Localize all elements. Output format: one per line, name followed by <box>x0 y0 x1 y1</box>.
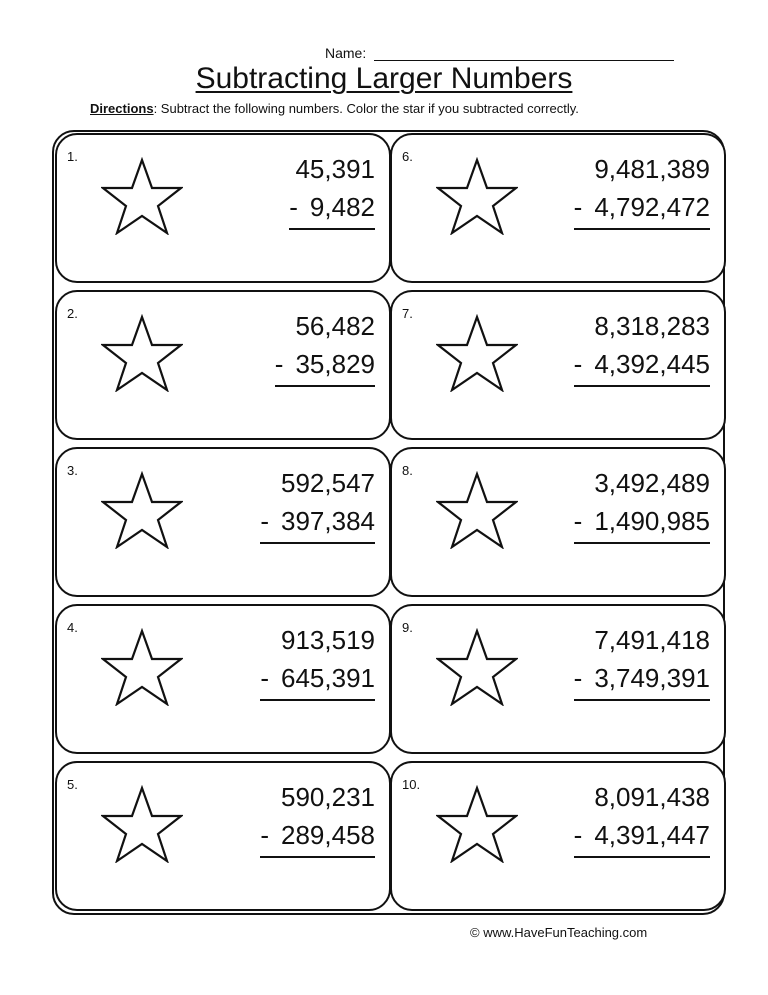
minuend: 3,492,489 <box>594 468 710 498</box>
directions-text: : Subtract the following numbers. Color the star if you subtracted correctly. <box>153 101 579 116</box>
directions-label: Directions <box>90 101 154 116</box>
star-icon[interactable] <box>436 628 518 706</box>
problem-number: 3. <box>67 463 78 478</box>
minus-sign: - <box>573 506 583 536</box>
subtraction-problem <box>574 621 710 701</box>
star-icon[interactable] <box>101 314 183 392</box>
subtraction-problem <box>260 621 375 701</box>
subtraction-problem <box>574 464 710 544</box>
problem-number: 9. <box>402 620 413 635</box>
minus-sign: - <box>573 663 583 693</box>
subtrahend-row <box>289 188 375 230</box>
name-line <box>325 45 674 61</box>
star-icon[interactable] <box>436 157 518 235</box>
problem-card <box>390 761 726 911</box>
subtrahend: 397,384 <box>281 506 375 536</box>
subtrahend-row <box>260 659 375 701</box>
subtrahend-row <box>260 502 375 544</box>
minus-sign: - <box>260 663 270 693</box>
subtraction-problem <box>260 778 375 858</box>
minus-sign: - <box>573 820 583 850</box>
subtrahend: 1,490,985 <box>594 506 710 536</box>
star-icon[interactable] <box>101 157 183 235</box>
problem-card <box>390 604 726 754</box>
problem-number: 5. <box>67 777 78 792</box>
problem-card <box>390 447 726 597</box>
subtrahend-row <box>574 188 710 230</box>
problem-number: 2. <box>67 306 78 321</box>
name-blank[interactable] <box>374 46 674 61</box>
star-icon[interactable] <box>101 785 183 863</box>
problem-number: 8. <box>402 463 413 478</box>
subtrahend-row <box>574 502 710 544</box>
name-label: Name: <box>325 45 367 61</box>
subtraction-problem <box>574 150 710 230</box>
subtrahend-row <box>574 659 710 701</box>
minus-sign: - <box>274 349 284 379</box>
problem-card <box>55 604 391 754</box>
problem-card <box>55 133 391 283</box>
minuend: 913,519 <box>281 625 375 655</box>
problem-card <box>55 761 391 911</box>
subtraction-problem <box>260 464 375 544</box>
minuend: 7,491,418 <box>594 625 710 655</box>
minus-sign: - <box>289 192 298 222</box>
minus-sign: - <box>260 820 270 850</box>
subtraction-problem <box>574 778 710 858</box>
subtrahend-row <box>574 345 710 387</box>
minus-sign: - <box>573 192 583 222</box>
problem-number: 10. <box>402 777 421 792</box>
star-icon[interactable] <box>436 471 518 549</box>
problem-card <box>390 133 726 283</box>
star-icon[interactable] <box>101 628 183 706</box>
subtraction-problem <box>574 307 710 387</box>
subtrahend-row <box>275 345 375 387</box>
minuend: 9,481,389 <box>594 154 710 184</box>
minuend: 8,318,283 <box>594 311 710 341</box>
subtrahend: 4,391,447 <box>594 820 710 850</box>
subtrahend: 9,482 <box>309 192 375 222</box>
subtrahend-row <box>260 816 375 858</box>
subtrahend: 35,829 <box>295 349 375 379</box>
minuend: 45,391 <box>295 154 375 184</box>
minuend: 592,547 <box>281 468 375 498</box>
minus-sign: - <box>260 506 270 536</box>
problem-number: 4. <box>67 620 78 635</box>
problem-card <box>390 290 726 440</box>
subtrahend: 3,749,391 <box>594 663 710 693</box>
subtrahend: 4,392,445 <box>594 349 710 379</box>
problem-card <box>55 447 391 597</box>
minuend: 590,231 <box>281 782 375 812</box>
problem-number: 6. <box>402 149 413 164</box>
subtraction-problem <box>275 307 375 387</box>
subtrahend-row <box>574 816 710 858</box>
star-icon[interactable] <box>101 471 183 549</box>
directions <box>90 101 579 116</box>
subtraction-problem <box>289 150 375 230</box>
star-icon[interactable] <box>436 785 518 863</box>
subtrahend: 289,458 <box>281 820 375 850</box>
problem-card <box>55 290 391 440</box>
problem-number: 7. <box>402 306 413 321</box>
star-icon[interactable] <box>436 314 518 392</box>
subtrahend: 645,391 <box>281 663 375 693</box>
problem-number: 1. <box>67 149 78 164</box>
minus-sign: - <box>573 349 583 379</box>
minuend: 56,482 <box>295 311 375 341</box>
subtrahend: 4,792,472 <box>594 192 710 222</box>
page-title: Subtracting Larger Numbers <box>195 62 573 95</box>
copyright-footer: © www.HaveFunTeaching.com <box>470 925 648 940</box>
minuend: 8,091,438 <box>594 782 710 812</box>
